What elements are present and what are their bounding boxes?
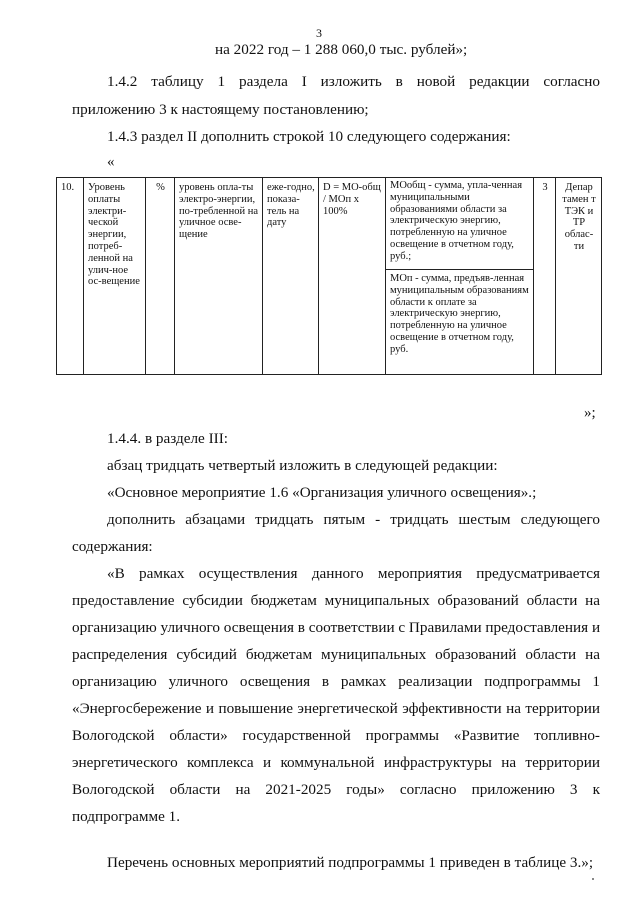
text-line-main-event: «Основное мероприятие 1.6 «Организация уличного освещения».; (107, 484, 537, 501)
text-line-paragraph-34: абзац тридцать четвертый изложить в следующей редакции: (107, 457, 498, 474)
periodicity: еже-годно, показа-тель на дату (263, 178, 319, 375)
paragraph-line-2: предоставление субсидии бюджетам муниципальных образований области на (72, 592, 600, 609)
indicator-table (56, 177, 602, 375)
text-line-item-143: 1.4.3 раздел II дополнить строкой 10 следующего содержания: (107, 128, 511, 145)
row-number: 10. (57, 178, 84, 375)
paragraph-line-3: организацию уличного освещения в соответствии с Правилами предоставления и (72, 619, 601, 636)
paragraph-line-7: Вологодской области» государственной программы «Развитие топливно- (72, 727, 600, 744)
scan-mark (592, 878, 594, 880)
table-row (57, 178, 602, 375)
text-line-amount: на 2022 год – 1 288 060,0 тыс. рублей»; (215, 41, 468, 58)
formula: D = МО-общ / МОп х 100% (319, 178, 386, 375)
text-line-item-144: 1.4.4. в разделе III: (107, 430, 228, 447)
paragraph-line-9: Вологодской области на 2021-2025 годы» согласно приложению 3 к (72, 781, 600, 798)
indicator-definition: уровень опла-ты электро-энергии, по-требленной на уличное осве-щение (175, 178, 263, 375)
method-code: 3 (534, 178, 556, 375)
text-line-item-142: 1.4.2 таблицу 1 раздела I изложить в новой редакции согласно (107, 73, 600, 90)
text-line-content: содержания: (72, 538, 153, 555)
variable-mo-billed: МОп - сумма, предъяв-ленная муниципальным образованиям области к оплате за электрическую энергию, потребленную на уличное освещение в отчетном году, руб. (390, 273, 529, 355)
unit: % (146, 178, 175, 375)
page-number: 3 (316, 26, 322, 40)
paragraph-line-5: организацию уличного освещения в рамках реализации подпрограммы 1 (72, 673, 600, 690)
paragraph-line-10: подпрограмме 1. (72, 808, 181, 825)
indicator-name: Уровень оплаты электри-ческой энергии, потреб-ленной на улич-ное ос-вещение (84, 178, 146, 375)
paragraph-line-1: «В рамках осуществления данного мероприятия предусматривается (107, 565, 600, 582)
quote-open: « (107, 154, 115, 170)
paragraph-line-8: энергетического комплекса и коммунальной инфраструктуры на территории (72, 754, 600, 771)
paragraph-line-6: «Энергосбережение и повышение энергетической эффективности на территории (72, 700, 600, 717)
variable-mo-total: МОобщ - сумма, упла-ченная муниципальными образованиями области за электрическую энергию, потребленную на уличное освещение в отчетном году, руб.; (386, 178, 533, 270)
text-line-item-142-cont: приложению 3 к настоящему постановлению; (72, 101, 369, 118)
text-line-add-paragraphs: дополнить абзацами тридцать пятым - тридцать шестым следующего (107, 511, 600, 528)
quote-close: »; (584, 405, 596, 421)
responsible: Депар тамен т ТЭК и ТР облас-ти (556, 178, 602, 375)
paragraph-line-4: распределения субсидий бюджетам муниципальных образований области на (72, 646, 600, 663)
text-line-final: Перечень основных мероприятий подпрограммы 1 приведен в таблице 3.»; (107, 854, 594, 871)
